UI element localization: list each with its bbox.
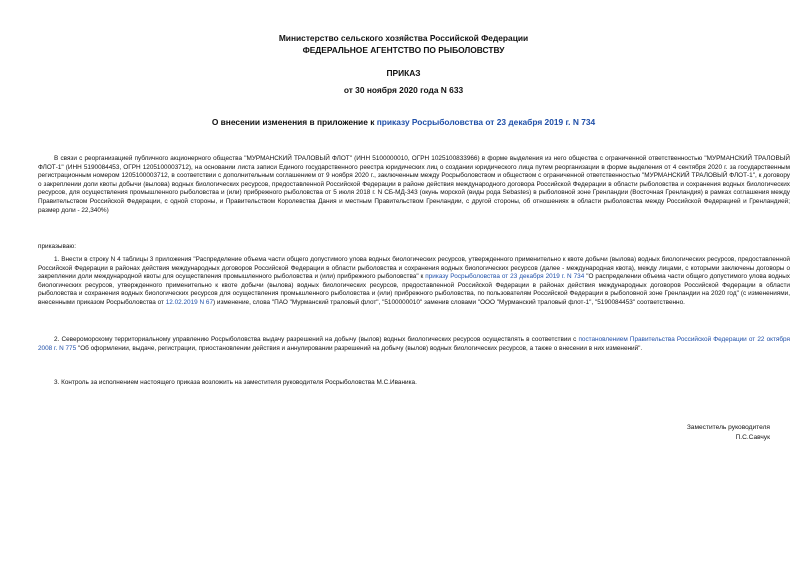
- order-word: [38, 243, 790, 252]
- item-1-paragraph: [38, 256, 790, 308]
- item-1-text-b: "О распределении объема части общего допустимого улова водных биологических ресурсов, утвержденного применительно к квоте добычи (вылова) водных биологических ресурсов, предоставленной Российской Федерации в районах действия международных договоров Российской Федерации в области рыболовства и сохранения водных биологических ресурсов для осуществления промышленного рыболовства и (или) прибрежного рыболовства, по пользователям Российской Федерации в рыболовной зоне Гренландии на 2020 год" (с изменениями, внесенными приказом Росрыболовства от: [38, 273, 790, 306]
- signature-name: П.С.Савчук: [735, 433, 770, 441]
- agency-heading: ФЕДЕРАЛЬНОЕ АГЕНТСТВО ПО РЫБОЛОВСТВУ: [302, 45, 505, 55]
- item-3-paragraph: [38, 379, 790, 388]
- item-1-text-a: 1. Внести в строку N 4 таблицы 3 приложения "Распределение объема части общего допустимого улова водных биологических ресурсов, утвержденного применительно к квоте добычи (вылова) водных биологических ресурсов, предоставленной Российской Федерации в районах действия международных договоров Российской Федерации в области рыболовства и сохранения водных биологических ресурсов (далее - международная квота), между лицами, с которыми заключены договоры о закреплении доли международной квоты для осуществления промышленного рыболовства и (или) прибрежного рыболовства" к: [38, 256, 790, 281]
- item-2-text-a: 2. Североморскому территориальному управлению Росрыболовства выдачу разрешений на добычу (вылов) водных биологических ресурсов осуществлять в соответствии с: [54, 336, 579, 343]
- title-text: О внесении изменения в приложение к: [211, 117, 377, 127]
- item-1-order-link[interactable]: приказу Росрыболовства от 23 декабря 2019 г. N 734: [425, 273, 585, 281]
- order-heading: ПРИКАЗ: [386, 68, 421, 78]
- preamble-text: В связи с реорганизацией публичного акционерного общества "МУРМАНСКИЙ ТРАЛОВЫЙ ФЛОТ" (ИНН 5100000010, ОГРН 1025100833966) в форме выделения из него общества с ограниченной ответственностью "МУРМАНСКИЙ ТРАЛОВЫЙ ФЛОТ-1" (ИНН 5190084453, ОГРН 1205100003712), на основании листа записи Единого государственного реестра юридических лиц о создании юридического лица путем реорганизации в форме выделения от 4 сентября 2020 г. за государственным регистрационным номером 1205100003712, в соответствии с дополнительным соглашением от 9 ноября 2020 г., заключенным между Росрыболовством и обществом с ограниченной ответственностью "МУРМАНСКИЙ ТРАЛОВЫЙ ФЛОТ-1", к договору о закреплении доли квоты добычи (вылова) водных биологических ресурсов, предоставленной Российской Федерации в районе действия международного договора Российской Федерации в области рыболовства и сохранения водных биологических ресурсов, для осуществления промышленного рыболовства и (или) прибрежного рыболовства от 5 июля 2018 г. N СБ-МД-343 (окунь морской (виды рода Sebastes) в рыболовной зоне Гренландии (Восточная Гренландия) в рамках соглашения между Правительством Российской Федерации, с одной стороны, и Правительством Королевства Дания и местным Правительством Гренландии, с другой стороны, об отношениях в области рыболовства между Российской Федерацией и Гренландией; размер доли - 22,340%): [38, 155, 790, 214]
- order-word-text: приказываю:: [38, 243, 76, 250]
- item-2-resolution-link[interactable]: постановлением Правительства Российской Федерации от 22 октября 2008 г. N 775: [38, 336, 790, 352]
- preamble-paragraph: [38, 155, 790, 215]
- item-3-text: 3. Контроль за исполнением настоящего приказа возложить на заместителя руководителя Росрыболовства М.С.Иваника.: [54, 379, 417, 386]
- signature-block: [687, 423, 770, 442]
- order-date-number: от 30 ноября 2020 года N 633: [343, 85, 464, 95]
- item-1-amendment-link[interactable]: 12.02.2019 N 67: [165, 298, 213, 306]
- item-1-text-c: ) изменение, слова "ПАО "Мурманский траловый флот", "5100000010" заменив словами "ООО "Мурманский траловый флот-1", "5190084453" соответственно.: [213, 298, 685, 306]
- item-2-text-b: "Об оформлении, выдаче, регистрации, приостановлении действия и аннулировании разрешений на добычу (вылов) водных биологических ресурсов, а также о внесении в них изменений".: [76, 344, 643, 352]
- ministry-heading: Министерство сельского хозяйства Российской Федерации: [278, 33, 529, 43]
- item-2-paragraph: [38, 336, 790, 353]
- signature-position: Заместитель руководителя: [686, 424, 770, 431]
- document-title: [0, 117, 807, 127]
- title-order-link[interactable]: приказу Росрыболовства от 23 декабря 2019 г. N 734: [376, 117, 596, 127]
